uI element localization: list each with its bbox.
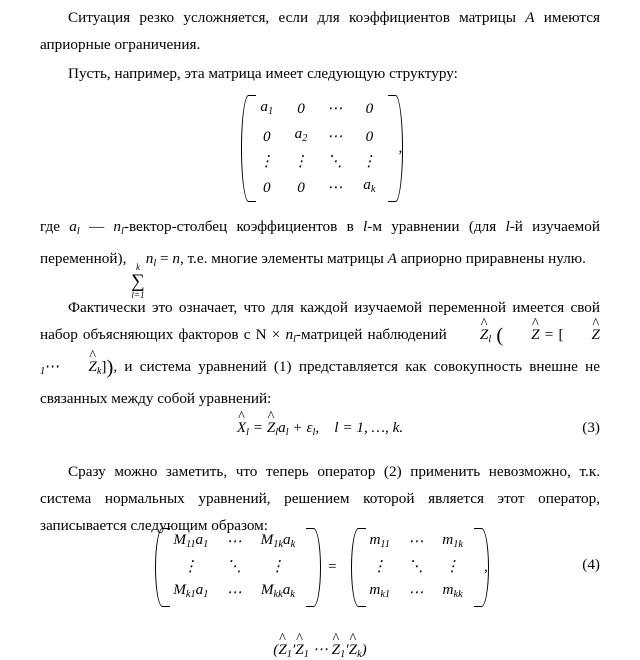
paragraph-3: где $a_l$ — $n_l-вектор$-столбец коэффициентов в l-м уравнении (для l-й изучаемой переменной), k ∑ l=1 $n_l = n$, т.е. многие элементы матрицы A априорно приравнены нулю. (40, 218, 600, 300)
left-paren (348, 528, 358, 607)
matrix-cell: $M_{kk}a_k$ (260, 581, 295, 601)
inline-l-2: l (505, 218, 510, 235)
right-paren (388, 95, 398, 202)
matrix-row (360, 528, 472, 556)
matrix-cell: $m_{k1}$ (369, 581, 391, 601)
inline-close-paren: ) (106, 356, 114, 379)
matrix-cell: ⋮ (361, 153, 378, 171)
equation-4-number: (4) (582, 556, 600, 573)
matrix-cell: 0 (365, 127, 374, 145)
matrix-cell: ⋮ (269, 558, 286, 576)
matrix-right-grid (360, 528, 472, 607)
inline-matrix-a: A (387, 249, 397, 267)
matrix-cell: ⋱ (226, 558, 243, 576)
matrix-row (360, 579, 472, 607)
inline-Z-hat-l: Z $\^{}_l$ (452, 326, 491, 343)
inline-l-1: l (363, 218, 368, 235)
inline-Z-hat-1: Z $\^{}_1$ (40, 326, 600, 375)
right-paren (306, 528, 316, 607)
symbol-matrix-a: A (525, 9, 535, 26)
equation-4-relation: = (327, 558, 337, 576)
equation-4-punct: , (483, 557, 488, 575)
inline-Z-hat: Z ^ (503, 326, 539, 343)
paragraph-1 (40, 4, 600, 58)
left-paren (152, 528, 162, 607)
equation-next-partial-body: (Z $\^{}_1'Z$ $\^{}_1$ ⋯ Z $\^{}_1'Z$ $\^{}_k$) (273, 641, 366, 658)
inline-n-l-sum: $n_l$ (145, 249, 157, 269)
matrix-row (250, 95, 387, 123)
matrix-cell: $M_{k1}a_1$ (173, 581, 209, 601)
inline-n: n (172, 249, 180, 267)
inline-n-l-4: $n_l$ (285, 326, 296, 345)
matrix-cell: $a_2$ (294, 125, 308, 145)
matrix-cell: ⋱ (408, 558, 425, 576)
matrix-cell: ⋮ (292, 153, 310, 171)
matrix-cell: ⋱ (327, 153, 344, 171)
matrix-cell: 0 (297, 178, 305, 196)
matrix-cell: $a_1$ (260, 97, 274, 117)
matrix-cell: ⋯ (327, 99, 344, 117)
matrix-row (250, 174, 387, 202)
paragraph-4: Фактически это означает, что для каждой изучаемой переменной имеется свой набор объясняющих факторов с $N \times n_l$-матрицей наблюдений Z $\^{}_l$ ( Z ^ = [ Z $\^{}_1\cdots$ Z $\^{}_k$]), и система уравнений (1) представляется как совокупность внешне не связанных между собой уравнений: (40, 294, 600, 412)
matrix-row (164, 579, 304, 607)
paragraph-5: Сразу можно заметить, что теперь оператор (2) применить невозможно, т.к. система нормальных уравнений, решением которой является этот оператор, записывается следующим образом: (40, 463, 600, 534)
matrix-cell: ⋮ (258, 153, 275, 171)
matrix-a-grid (250, 95, 387, 202)
equation-3-number: (3) (582, 419, 600, 436)
matrix-cell: ⋮ (444, 558, 461, 576)
summation-operator: k ∑ l=1 (131, 261, 145, 300)
equation-matrix-a (40, 95, 600, 202)
matrix-cell: $m_{11}$ (369, 530, 390, 550)
matrix-a-punct: , (398, 138, 403, 156)
matrix-cell: 0 (263, 127, 271, 145)
inline-open-paren: ( (496, 324, 504, 347)
matrix-cell: ⋯ (226, 583, 243, 601)
matrix-cell: $M_{11}a_1$ (173, 530, 209, 550)
matrix-cell: ⋮ (182, 558, 199, 576)
paragraph-2: Пусть, например, эта матрица имеет следующую структуру: (68, 65, 458, 82)
matrix-row (164, 528, 304, 556)
matrix-cell: ⋯ (226, 532, 243, 550)
inline-N: N (255, 326, 267, 343)
paragraph-1-text-b: имеются априорные ограничения. (40, 9, 600, 53)
matrix-row (360, 556, 472, 579)
sigma-icon: ∑ (131, 270, 145, 292)
matrix-cell: ⋯ (408, 532, 425, 550)
matrix-cell: $m_{kk}$ (442, 581, 463, 601)
matrix-cell: $m_{1k}$ (442, 530, 463, 550)
equation-3-body: X $\^{}_l = Z$ $\^{}_la_l + \varepsilon_l$, l = 1, …, k. (237, 419, 403, 436)
matrix-row (250, 123, 387, 151)
inline-Z-hat-k: Z $\^{}_k$ (60, 358, 101, 375)
matrix-left-eq4 (152, 528, 316, 607)
equation-3 (40, 419, 600, 438)
matrix-cell: ⋯ (408, 583, 425, 601)
matrix-left-grid (164, 528, 304, 607)
matrix-row (164, 556, 304, 579)
matrix-cell: 0 (263, 178, 271, 196)
equation-next-partial (40, 640, 600, 660)
right-paren (474, 528, 484, 607)
matrix-cell: $M_{1k}a_k$ (260, 530, 296, 550)
equation-4 (40, 528, 600, 607)
inline-a-l: $a_l$ (69, 218, 80, 237)
matrix-row (250, 151, 387, 174)
inline-n-l: $n_l$ (113, 218, 124, 237)
matrix-cell: ⋯ (327, 127, 344, 145)
matrix-cell: 0 (297, 99, 305, 117)
paragraph-1-text-a: Ситуация резко усложняется, если для коэффициентов матрицы (68, 9, 526, 26)
matrix-cell: ⋯ (327, 178, 344, 196)
matrix-cell: ⋮ (371, 558, 388, 576)
left-paren (238, 95, 248, 202)
matrix-cell: $a_k$ (363, 176, 376, 196)
matrix-cell: 0 (365, 99, 374, 117)
matrix-a (238, 95, 399, 202)
matrix-right-eq4 (348, 528, 484, 607)
